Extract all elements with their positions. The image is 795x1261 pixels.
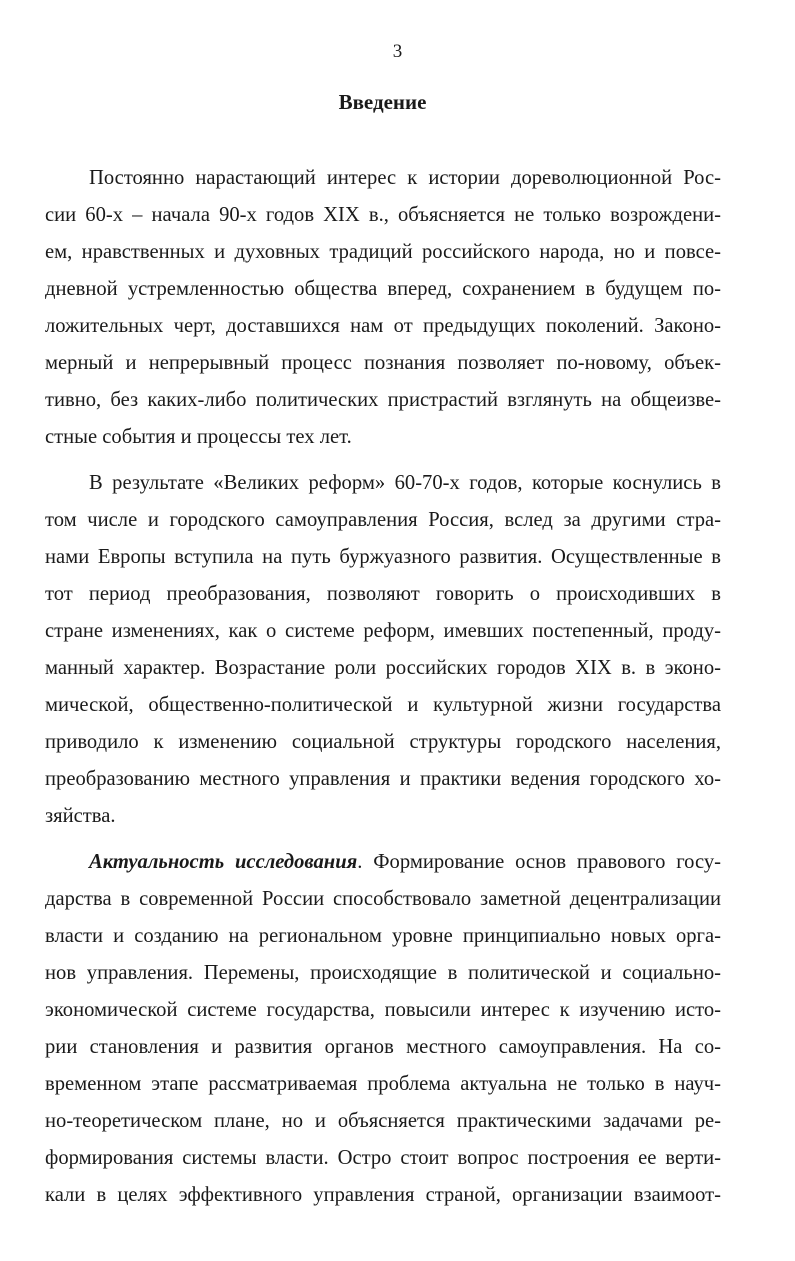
text-line: Постоянно нарастающий интерес к истории дореволюционной Рос- [89,167,721,189]
text-line: но-теоретическом плане, но и объясняется практическими задачами ре- [45,1110,721,1132]
text-line: мерный и непрерывный процесс познания позволяет по-новому, объек- [45,352,721,374]
emphasis-term: Актуальность исследования [89,851,358,873]
text-line [45,844,721,881]
paragraph-2 [45,465,721,835]
text-line: стные события и процессы тех лет. [45,426,352,448]
text-line: преобразованию местного управления и практики ведения городского хо- [45,768,721,790]
text-line: нами Европы вступила на путь буржуазного развития. Осуществленные в [45,546,721,568]
text-line: ем, нравственных и духовных традиций российского народа, но и повсе- [45,241,721,263]
text-line: мической, общественно-политической и культурной жизни государства [45,694,721,716]
text-line: тот период преобразования, позволяют говорить о происходивших в [45,583,721,605]
paragraph-3 [45,844,721,1214]
text-line: рии становления и развития органов местного самоуправления. На со- [45,1036,721,1058]
text-line: власти и созданию на региональном уровне принципиально новых орга- [45,925,721,947]
page-number: 3 [392,41,403,62]
text-line: В результате «Великих реформ» 60-70-х годов, которые коснулись в [89,472,721,494]
text-line: кали в целях эффективного управления страной, организации взаимоот- [45,1184,721,1206]
text-line: приводило к изменению социальной структуры городского населения, [45,731,721,753]
text-line: манный характер. Возрастание роли российских городов XIX в. в эконо- [45,657,721,679]
body-text [45,160,721,1214]
text-line: формирования системы власти. Остро стоит вопрос построения ее верти- [45,1147,721,1169]
text-line: сии 60-х – начала 90-х годов XIX в., объясняется не только возрождени- [45,204,721,226]
text-line: ложительных черт, доставшихся нам от предыдущих поколений. Законо- [45,315,721,337]
text-line: дневной устремленностью общества вперед, сохранением в будущем по- [45,278,721,300]
text-line: стране изменениях, как о системе реформ, имевших постепенный, проду- [45,620,721,642]
text-line: временном этапе рассматриваемая проблема актуальна не только в науч- [45,1073,721,1095]
section-heading: Введение [338,90,427,114]
text-line: дарства в современной России способствовало заметной децентрализации [45,888,721,910]
text-fragment: . Формирование основ правового госу- [357,851,721,873]
text-line: том числе и городского самоуправления Россия, вслед за другими стра- [45,509,721,531]
text-line: тивно, без каких-либо политических пристрастий взглянуть на общеизве- [45,389,721,411]
text-line: зяйства. [45,805,116,827]
text-line: нов управления. Перемены, происходящие в политической и социально- [45,962,721,984]
text-line: экономической системе государства, повысили интерес к изучению исто- [45,999,721,1021]
paragraph-1 [45,160,721,456]
